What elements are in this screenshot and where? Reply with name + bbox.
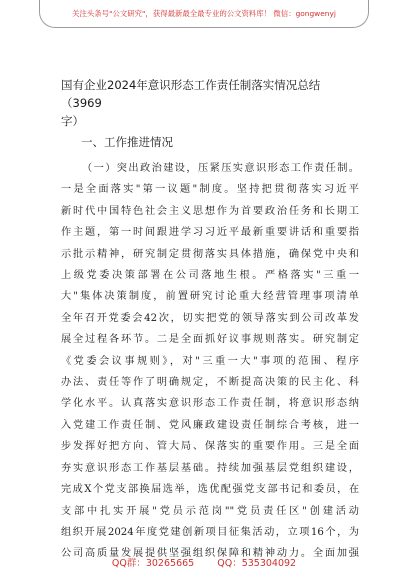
text-line: 入党建工作责任制、党风廉政建设责任制综合考核，进一 xyxy=(61,419,359,431)
text-line: 办法、责任等作了明确规定，不断提高决策的民主化、科 xyxy=(61,377,359,389)
document-title xyxy=(61,76,359,130)
contact-footer xyxy=(0,555,408,569)
text-line: 示批示精神，研究制定贯彻落实具体措施，确保党中央和 xyxy=(61,248,359,260)
qq-group-text: QQ群：30265665 xyxy=(111,558,195,569)
text-line: 《党委会议事规则》，对"三重一大"事项的范围、程序 xyxy=(61,355,359,367)
text-line: 一是全面落实"第一议题"制度。坚持把贯彻落实习近平 xyxy=(61,184,359,196)
title-line: 字） xyxy=(61,114,84,128)
text-line: 全年召开党委会42次，切实把党的领导落实到公司改革发 xyxy=(61,312,359,324)
text-line: 展全过程各环节。二是全面抓好议事规则落实。研究制定 xyxy=(61,334,359,346)
promo-banner xyxy=(39,0,369,28)
qq-text: QQ：535304092 xyxy=(217,558,297,569)
text-line: 大"集体决策制度，前置研究讨论重大经营管理事项清单 xyxy=(61,291,359,303)
text-line: 步发挥好把方向、管大局、保落实的重要作用。三是全面 xyxy=(61,441,359,453)
document-body xyxy=(61,76,359,565)
text-line: 学化水平。认真落实意识形态工作责任制，将意识形态纳 xyxy=(61,398,359,410)
title-line: 国有企业2024年意识形态工作责任制落实情况总结（3969 xyxy=(61,78,321,110)
text-line: 夯实意识形态工作基层基础。持续加强基层党组织建设， xyxy=(61,462,359,474)
section-heading: 一、工作推进情况 xyxy=(81,135,173,149)
text-line: 上级党委决策部署在公司落地生根。严格落实"三重一 xyxy=(61,270,359,282)
text-line: 公司高质量发展提供坚强组织保障和精神动力。全面加强 xyxy=(61,548,359,560)
text-line: （一）突出政治建设，压紧压实意识形态工作责任制。 xyxy=(82,163,359,174)
promo-banner-text: 关注头条号"公文研究"，获得最新最全最专业的公文资料库！ 微信：gongwenyj xyxy=(72,9,336,18)
text-line: 作主题，第一时间跟进学习习近平最新重要讲话和重要指 xyxy=(61,227,359,239)
text-line: 新时代中国特色社会主义思想作为首要政治任务和长期工 xyxy=(61,205,359,217)
paragraph xyxy=(61,158,359,565)
text-line: 支部中扎实开展"党员示范岗""党员责任区"创建活动 xyxy=(61,505,359,517)
text-line: 组织开展2024年度党建创新项目征集活动，立项16个，为 xyxy=(61,526,359,538)
text-line: 完成X个党支部换届选举，选优配强党支部书记和委员，在 xyxy=(61,484,359,496)
